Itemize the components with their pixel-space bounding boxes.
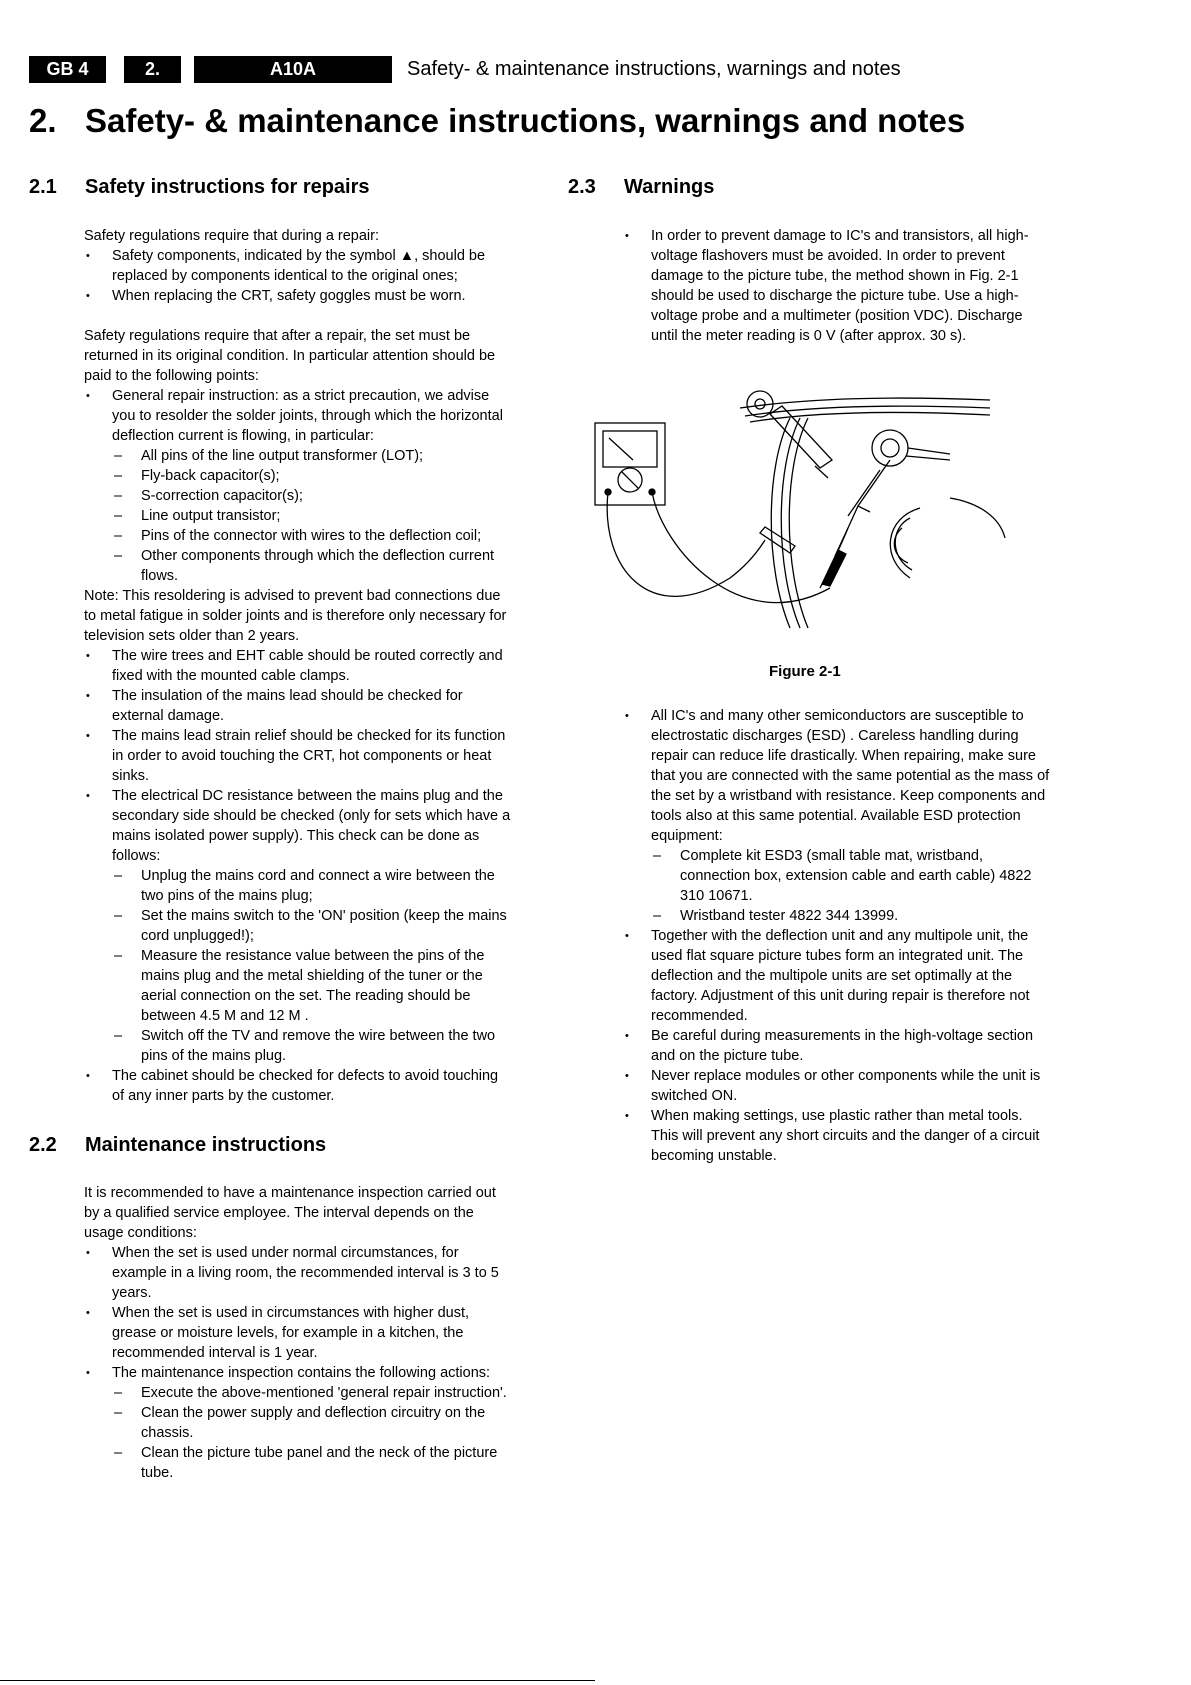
section-2-3-body-bottom: [623, 706, 1053, 1166]
note: Note: This resoldering is advised to prevent bad connections due to metal fatigue in solder joints and is therefore only necessary for television sets older than 2 years.: [84, 588, 507, 644]
sub-list-item: – Unplug the mains cord and connect a wire between the two pins of the mains plug;: [84, 866, 514, 906]
sub-list-item: – Clean the picture tube panel and the neck of the picture tube.: [84, 1443, 514, 1483]
list-item: • The maintenance inspection contains the following actions:: [84, 1363, 514, 1383]
sub-list-item: – Measure the resistance value between the pins of the mains plug and the metal shielding of the tuner or the aerial connection on the set. The reading should be between 4.5 M and 12 M .: [84, 946, 514, 1026]
sub-list-item: – All pins of the line output transformer (LOT);: [84, 446, 514, 466]
list-item: • The mains lead strain relief should be checked for its function in order to avoid touching the CRT, hot components or heat sinks.: [84, 726, 514, 786]
sub-list-item: – Fly-back capacitor(s);: [84, 466, 514, 486]
list-item: • General repair instruction: as a strict precaution, we advise you to resolder the solder joints, through which the horizontal deflection current is flowing, in particular:: [84, 386, 514, 446]
list-item: • The cabinet should be checked for defects to avoid touching of any inner parts by the customer.: [84, 1066, 514, 1106]
list-item: • The insulation of the mains lead should be checked for external damage.: [84, 686, 514, 726]
discharge-diagram: [590, 388, 1010, 646]
list-item: • The wire trees and EHT cable should be routed correctly and fixed with the mounted cable clamps.: [84, 646, 514, 686]
sub-list-item: – Switch off the TV and remove the wire between the two pins of the mains plug.: [84, 1026, 514, 1066]
sub-list-item: – Set the mains switch to the 'ON' position (keep the mains cord unplugged!);: [84, 906, 514, 946]
section-2-1-body: [84, 226, 514, 1106]
sub-list-item: – Execute the above-mentioned 'general repair instruction'.: [84, 1383, 514, 1403]
sub-list-item: – Clean the power supply and deflection circuitry on the chassis.: [84, 1403, 514, 1443]
section-number: 2.2: [29, 1134, 57, 1156]
section-title: Maintenance instructions: [85, 1134, 327, 1156]
test-lead-black: [607, 492, 765, 596]
sub-list-item: – Wristband tester 4822 344 13999.: [623, 906, 1053, 926]
model-badge: A10A: [194, 56, 392, 83]
section-number: 2.1: [29, 176, 57, 198]
paragraph: Safety regulations require that during a repair:: [84, 228, 380, 244]
list-item: • Be careful during measurements in the high-voltage section and on the picture tube.: [623, 1026, 1053, 1066]
sub-list-item: – S-correction capacitor(s);: [84, 486, 514, 506]
section-title: Warnings: [624, 176, 715, 198]
chapter-title: [29, 102, 965, 140]
paragraph: Safety regulations require that after a repair, the set must be returned in its original condition. In particular attention should be paid to the following points:: [84, 328, 496, 384]
sub-list-item: – Other components through which the deflection current flows.: [84, 546, 514, 586]
section-2-3-body-top: [623, 226, 1053, 346]
test-lead-red: [652, 492, 830, 603]
page-number-badge: GB 4: [29, 56, 106, 83]
list-item: • When replacing the CRT, safety goggles must be worn.: [84, 286, 514, 306]
list-item: • When making settings, use plastic rather than metal tools. This will prevent any short circuits and the danger of a circuit becoming unstable.: [623, 1106, 1053, 1166]
running-header-title: Safety- & maintenance instructions, warnings and notes: [407, 58, 901, 80]
list-item: • The electrical DC resistance between the mains plug and the secondary side should be checked (only for sets which have a mains isolated power supply). This check can be done as follows:: [84, 786, 514, 866]
list-item: • Together with the deflection unit and any multipole unit, the used flat square picture tubes form an integrated unit. The deflection and the multipole units are set optimally at the factory. Adjustment of this unit during repair is therefore not recommended.: [623, 926, 1053, 1026]
sub-list-item: – Line output transistor;: [84, 506, 514, 526]
section-title: Safety instructions for repairs: [85, 176, 370, 198]
footer-rule: [0, 1680, 595, 1681]
sub-list-item: – Complete kit ESD3 (small table mat, wristband, connection box, extension cable and earth cable) 4822 310 10671.: [623, 846, 1053, 906]
sub-list-item: – Pins of the connector with wires to the deflection coil;: [84, 526, 514, 546]
section-2-2-body: [84, 1183, 514, 1483]
chapter-number-badge: 2.: [124, 56, 181, 83]
list-item: • In order to prevent damage to IC's and transistors, all high-voltage flashovers must be avoided. In order to prevent damage to the picture tube, the method shown in Fig. 2-1 should be used to discharge the picture tube. Use a high-voltage probe and a multimeter (position VDC). Discharge until the meter reading is 0 V (after approx. 30 s).: [623, 226, 1053, 346]
multimeter-display: [603, 431, 657, 467]
paragraph: It is recommended to have a maintenance inspection carried out by a qualified service employee. The interval depends on the usage conditions:: [84, 1185, 496, 1241]
section-number: 2.3: [568, 176, 596, 198]
chapter-title-number: 2.: [29, 102, 57, 139]
list-item: • Never replace modules or other components while the unit is switched ON.: [623, 1066, 1053, 1106]
list-item: • All IC's and many other semiconductors are susceptible to electrostatic discharges (ESD) . Careless handling during repair can reduce life drastically. When repairing, make sure that you are connected with the same potential as the mass of the set by a wristband with resistance. Keep components and tools also at this same potential. Available ESD protection equipment:: [623, 706, 1053, 846]
chapter-title-text: Safety- & maintenance instructions, warnings and notes: [85, 102, 966, 139]
list-item: • Safety components, indicated by the symbol ▲, should be replaced by components identical to the original ones;: [84, 246, 514, 286]
list-item: • When the set is used in circumstances with higher dust, grease or moisture levels, for example in a kitchen, the recommended interval is 1 year.: [84, 1303, 514, 1363]
figure-caption: Figure 2-1: [769, 663, 841, 680]
list-item: • When the set is used under normal circumstances, for example in a living room, the recommended interval is 3 to 5 years.: [84, 1243, 514, 1303]
